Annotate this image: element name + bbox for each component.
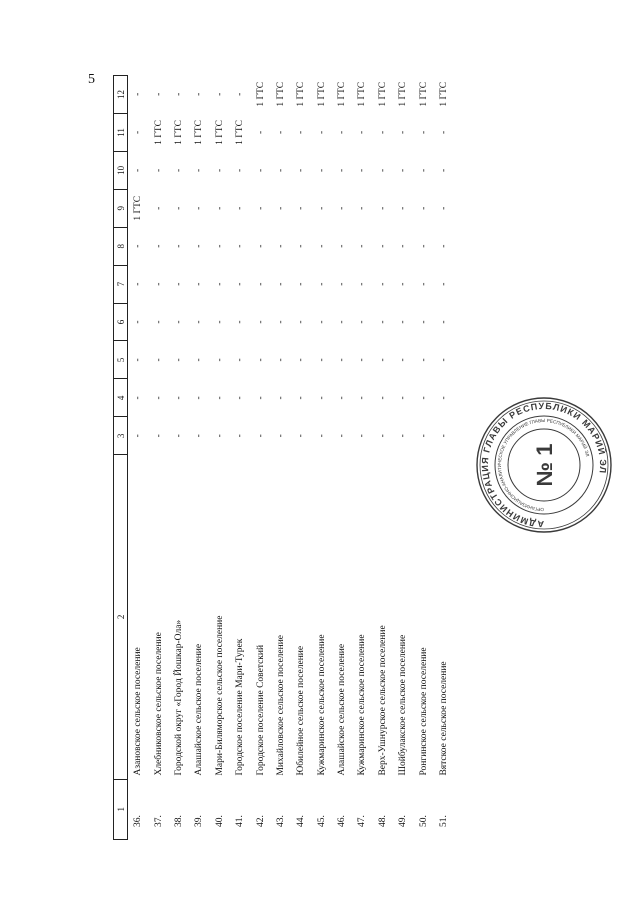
table-cell: - [271, 151, 291, 189]
table-cell: - [189, 189, 209, 227]
table-cell: - [250, 265, 270, 303]
table-cell: - [271, 227, 291, 265]
table-cell: - [393, 113, 413, 151]
table-cell: - [312, 303, 332, 341]
table-cell: - [210, 76, 230, 114]
table-cell: - [189, 151, 209, 189]
table-cell: - [373, 417, 393, 455]
table-cell: - [291, 341, 311, 379]
table-cell: 1 ГТС [291, 76, 311, 114]
seal-inner-text: ОРГАНИЗАЦИОННО-АНАЛИТИЧЕСКОЕ УПРАВЛЕНИЕ ГЛАВЫ РЕСПУБЛИКИ МАРИЙ ЭЛ [496, 417, 591, 513]
table-row [189, 76, 209, 840]
table-cell: - [148, 151, 168, 189]
table-cell: - [128, 303, 149, 341]
table-cell: - [291, 151, 311, 189]
table-cell: - [250, 113, 270, 151]
table-cell: - [271, 341, 291, 379]
table-cell: - [413, 227, 433, 265]
table-cell: 1 ГТС [332, 76, 352, 114]
table-cell: - [230, 227, 250, 265]
table-cell: - [393, 151, 413, 189]
table-cell: - [189, 227, 209, 265]
table-cell: - [230, 189, 250, 227]
table-cell: - [434, 379, 454, 417]
table-cell: - [189, 303, 209, 341]
settlement-name: Юбилейное сельское поселение [291, 455, 311, 779]
table-row [312, 76, 332, 840]
column-header: 4 [114, 379, 128, 417]
table-cell: - [230, 417, 250, 455]
table-cell: - [413, 265, 433, 303]
table-row [148, 76, 168, 840]
table-cell: - [434, 265, 454, 303]
table-cell: - [210, 151, 230, 189]
table-cell: 1 ГТС [148, 113, 168, 151]
table-cell: - [128, 113, 149, 151]
table-row [271, 76, 291, 840]
table-cell: - [332, 189, 352, 227]
column-header: 2 [114, 455, 128, 779]
table-cell: - [312, 227, 332, 265]
table-cell: - [393, 341, 413, 379]
table-cell: - [352, 113, 372, 151]
table-cell: - [250, 151, 270, 189]
table-cell: - [169, 151, 189, 189]
table-row [352, 76, 372, 840]
table-cell: - [413, 379, 433, 417]
settlement-name: Алашайское сельское поселение [332, 455, 352, 779]
table-cell: - [271, 379, 291, 417]
table-cell: - [434, 113, 454, 151]
table-cell: - [352, 151, 372, 189]
row-number: 48. [373, 779, 393, 839]
table-row [332, 76, 352, 840]
table-cell: - [413, 189, 433, 227]
table-cell: - [332, 151, 352, 189]
table-cell: - [250, 379, 270, 417]
table-cell: - [148, 76, 168, 114]
table-cell: - [210, 189, 230, 227]
seal-number: № 1 [532, 443, 557, 487]
table-cell: - [148, 379, 168, 417]
table-cell: - [148, 265, 168, 303]
table-cell: 1 ГТС [250, 76, 270, 114]
table-cell: - [312, 379, 332, 417]
column-header: 8 [114, 227, 128, 265]
table-cell: - [148, 189, 168, 227]
table-cell: - [250, 303, 270, 341]
column-header: 12 [114, 76, 128, 114]
table-cell: - [332, 113, 352, 151]
settlement-name: Ронгинское сельское поселение [413, 455, 433, 779]
table-cell: - [413, 113, 433, 151]
table-cell: 1 ГТС [413, 76, 433, 114]
table-cell: - [148, 227, 168, 265]
page-number: 5 [88, 72, 95, 87]
table-cell: - [312, 113, 332, 151]
table-cell: 1 ГТС [393, 76, 413, 114]
table-cell: - [189, 265, 209, 303]
table-cell: - [373, 379, 393, 417]
settlement-name: Городское поселение Советский [250, 455, 270, 779]
table-cell: - [128, 417, 149, 455]
table-cell: - [271, 189, 291, 227]
table-cell: 1 ГТС [434, 76, 454, 114]
table-cell: - [291, 227, 311, 265]
row-number: 50. [413, 779, 433, 839]
table-cell: - [332, 303, 352, 341]
table-cell: - [169, 76, 189, 114]
settlement-name: Вятское сельское поселение [434, 455, 454, 779]
table-cell: - [271, 303, 291, 341]
table-cell: - [373, 341, 393, 379]
row-number: 51. [434, 779, 454, 839]
table-cell: - [169, 227, 189, 265]
table-cell: - [291, 379, 311, 417]
table-cell: - [373, 189, 393, 227]
table-row [230, 76, 250, 840]
settlement-name: Алашайское сельское поселение [189, 455, 209, 779]
table-cell: - [189, 379, 209, 417]
table-cell: - [332, 341, 352, 379]
column-header: 5 [114, 341, 128, 379]
table-cell: - [413, 303, 433, 341]
table-cell: - [352, 417, 372, 455]
table-cell: 1 ГТС [271, 76, 291, 114]
row-number: 40. [210, 779, 230, 839]
table-cell: - [373, 151, 393, 189]
table-cell: - [230, 379, 250, 417]
table-cell: - [332, 227, 352, 265]
row-number: 47. [352, 779, 372, 839]
table-cell: - [332, 417, 352, 455]
table-cell: - [393, 265, 413, 303]
settlement-name: Городской округ «Город Йошкар-Ола» [169, 455, 189, 779]
table-cell: - [413, 417, 433, 455]
table-row [210, 76, 230, 840]
data-table [113, 75, 454, 840]
row-number: 36. [128, 779, 149, 839]
table-cell: - [271, 417, 291, 455]
table-cell: - [352, 303, 372, 341]
table-cell: - [128, 341, 149, 379]
table-cell: - [148, 341, 168, 379]
row-number: 39. [189, 779, 209, 839]
table-cell: - [373, 227, 393, 265]
table-cell: - [210, 227, 230, 265]
table-cell: - [393, 189, 413, 227]
table-cell: 1 ГТС [352, 76, 372, 114]
table-cell: - [312, 189, 332, 227]
table-cell: - [210, 341, 230, 379]
table-row [291, 76, 311, 840]
table-cell: - [434, 189, 454, 227]
settlement-name: Городское поселение Мари-Турек [230, 455, 250, 779]
table-cell: - [352, 379, 372, 417]
table-cell: - [291, 303, 311, 341]
table-cell: - [169, 303, 189, 341]
table-cell: - [169, 265, 189, 303]
table-cell: 1 ГТС [128, 189, 149, 227]
table-cell: - [148, 303, 168, 341]
table-cell: - [250, 417, 270, 455]
table-body [128, 76, 455, 840]
row-number: 44. [291, 779, 311, 839]
table-cell: - [128, 227, 149, 265]
table-cell: - [210, 303, 230, 341]
table-row [373, 76, 393, 840]
table-cell: - [434, 151, 454, 189]
table-cell: - [352, 341, 372, 379]
table-cell: - [169, 341, 189, 379]
row-number: 46. [332, 779, 352, 839]
row-number: 49. [393, 779, 413, 839]
column-header: 10 [114, 151, 128, 189]
table-cell: 1 ГТС [312, 76, 332, 114]
table-cell: - [210, 417, 230, 455]
table-cell: - [352, 227, 372, 265]
table-cell: 1 ГТС [373, 76, 393, 114]
table-cell: - [230, 341, 250, 379]
column-header: 3 [114, 417, 128, 455]
table-row [434, 76, 454, 840]
table-row [250, 76, 270, 840]
table-cell: - [230, 265, 250, 303]
table-cell: - [312, 341, 332, 379]
table-cell: - [189, 341, 209, 379]
table-cell: - [128, 76, 149, 114]
settlement-name: Шойбулакское сельское поселение [393, 455, 413, 779]
table-cell: 1 ГТС [230, 113, 250, 151]
table-cell: - [434, 341, 454, 379]
row-number: 42. [250, 779, 270, 839]
column-header: 7 [114, 265, 128, 303]
table-cell: - [271, 113, 291, 151]
table-cell: - [210, 379, 230, 417]
table-cell: 1 ГТС [169, 113, 189, 151]
table-cell: - [169, 379, 189, 417]
table-cell: - [250, 189, 270, 227]
table-cell: - [332, 379, 352, 417]
column-header: 6 [114, 303, 128, 341]
column-header: 9 [114, 189, 128, 227]
table-cell: - [128, 151, 149, 189]
table-cell: - [373, 303, 393, 341]
table-cell: - [312, 151, 332, 189]
settlement-name: Хлебниковское сельское поселение [148, 455, 168, 779]
table-cell: - [210, 265, 230, 303]
table-cell: - [250, 341, 270, 379]
table-cell: 1 ГТС [210, 113, 230, 151]
table-cell: - [291, 417, 311, 455]
settlement-name: Верх-Ушнурское сельское поселение [373, 455, 393, 779]
table-cell: - [250, 227, 270, 265]
table-row [128, 76, 149, 840]
row-number: 37. [148, 779, 168, 839]
official-seal [474, 395, 614, 535]
table-cell: - [189, 417, 209, 455]
table-cell: - [393, 379, 413, 417]
table-row [169, 76, 189, 840]
table-header-row [114, 76, 128, 840]
table-cell: - [169, 417, 189, 455]
table-cell: 1 ГТС [189, 113, 209, 151]
table-cell: - [352, 265, 372, 303]
table-cell: - [413, 151, 433, 189]
table-cell: - [434, 227, 454, 265]
row-number: 38. [169, 779, 189, 839]
table-cell: - [291, 113, 311, 151]
table-cell: - [352, 189, 372, 227]
settlement-name: Кужмаринское сельское поселение [312, 455, 332, 779]
table-cell: - [393, 303, 413, 341]
table-row [413, 76, 433, 840]
table-cell: - [312, 417, 332, 455]
table-row [393, 76, 413, 840]
table-cell: - [128, 265, 149, 303]
settlement-name: Михайловское сельское поселение [271, 455, 291, 779]
table-cell: - [393, 417, 413, 455]
table-cell: - [332, 265, 352, 303]
table-cell: - [312, 265, 332, 303]
rotated-table-sheet [113, 75, 523, 840]
table-cell: - [373, 265, 393, 303]
row-number: 43. [271, 779, 291, 839]
table-cell: - [128, 379, 149, 417]
table-cell: - [230, 76, 250, 114]
seal-outer-text: АДМИНИСТРАЦИЯ ГЛАВЫ РЕСПУБЛИКИ МАРИЙ ЭЛ [479, 400, 609, 530]
settlement-name: Мари-Биляморское сельское поселение [210, 455, 230, 779]
table-cell: - [393, 227, 413, 265]
column-header: 1 [114, 779, 128, 839]
column-header: 11 [114, 113, 128, 151]
table-cell: - [230, 303, 250, 341]
settlement-name: Азановское сельское поселение [128, 455, 149, 779]
row-number: 41. [230, 779, 250, 839]
table-cell: - [434, 303, 454, 341]
table-cell: - [271, 265, 291, 303]
table-cell: - [169, 189, 189, 227]
table-cell: - [434, 417, 454, 455]
table-cell: - [413, 341, 433, 379]
table-cell: - [230, 151, 250, 189]
table-cell: - [291, 265, 311, 303]
table-cell: - [291, 189, 311, 227]
table-cell: - [373, 113, 393, 151]
settlement-name: Кужмаринское сельское поселение [352, 455, 372, 779]
row-number: 45. [312, 779, 332, 839]
table-cell: - [148, 417, 168, 455]
table-cell: - [189, 76, 209, 114]
